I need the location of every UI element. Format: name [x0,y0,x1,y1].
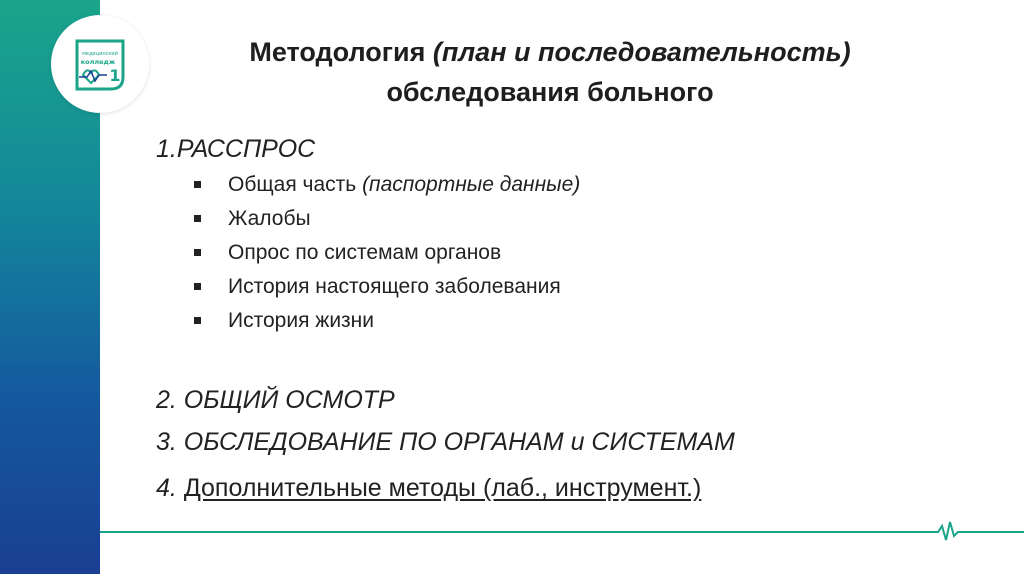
section-4-text: Дополнительные методы (лаб., инструмент.) [183,474,702,502]
section-1-heading: 1.РАССПРОС [156,135,316,163]
bullet-square-icon [194,249,201,256]
list-item-text: Общая часть [228,173,357,196]
page-title-line2: обследования больного [386,77,714,107]
heartbeat-divider [100,518,1024,546]
logo-number: 1 [109,66,121,85]
section-4-number: 4. [156,474,177,502]
list-item-paren: (паспортные данные) [362,173,581,196]
bullet-square-icon [194,317,201,324]
bullet-square-icon [194,215,201,222]
section-2-heading: 2. ОБЩИЙ ОСМОТР [156,386,395,414]
section-3-heading: 3. ОБСЛЕДОВАНИЕ ПО ОРГАНАМ и СИСТЕМАМ [156,428,735,456]
logo-text-top: медицинский [82,51,118,57]
list-item-text: История жизни [228,309,375,332]
college-logo-icon [71,37,129,93]
bullet-square-icon [194,181,201,188]
page-title-line1 [180,32,920,72]
bullet-square-icon [194,283,201,290]
title-parenthetical: (план и последовательность) [432,37,851,67]
section-4-heading [156,472,701,504]
logo-text-bottom: колледж [80,58,116,66]
title-main: Методология [249,37,426,67]
logo-badge [51,15,149,113]
list-item-text: Жалобы [228,207,311,230]
list-item-text: История настоящего заболевания [228,275,561,298]
list-item-text: Опрос по системам органов [228,241,502,264]
